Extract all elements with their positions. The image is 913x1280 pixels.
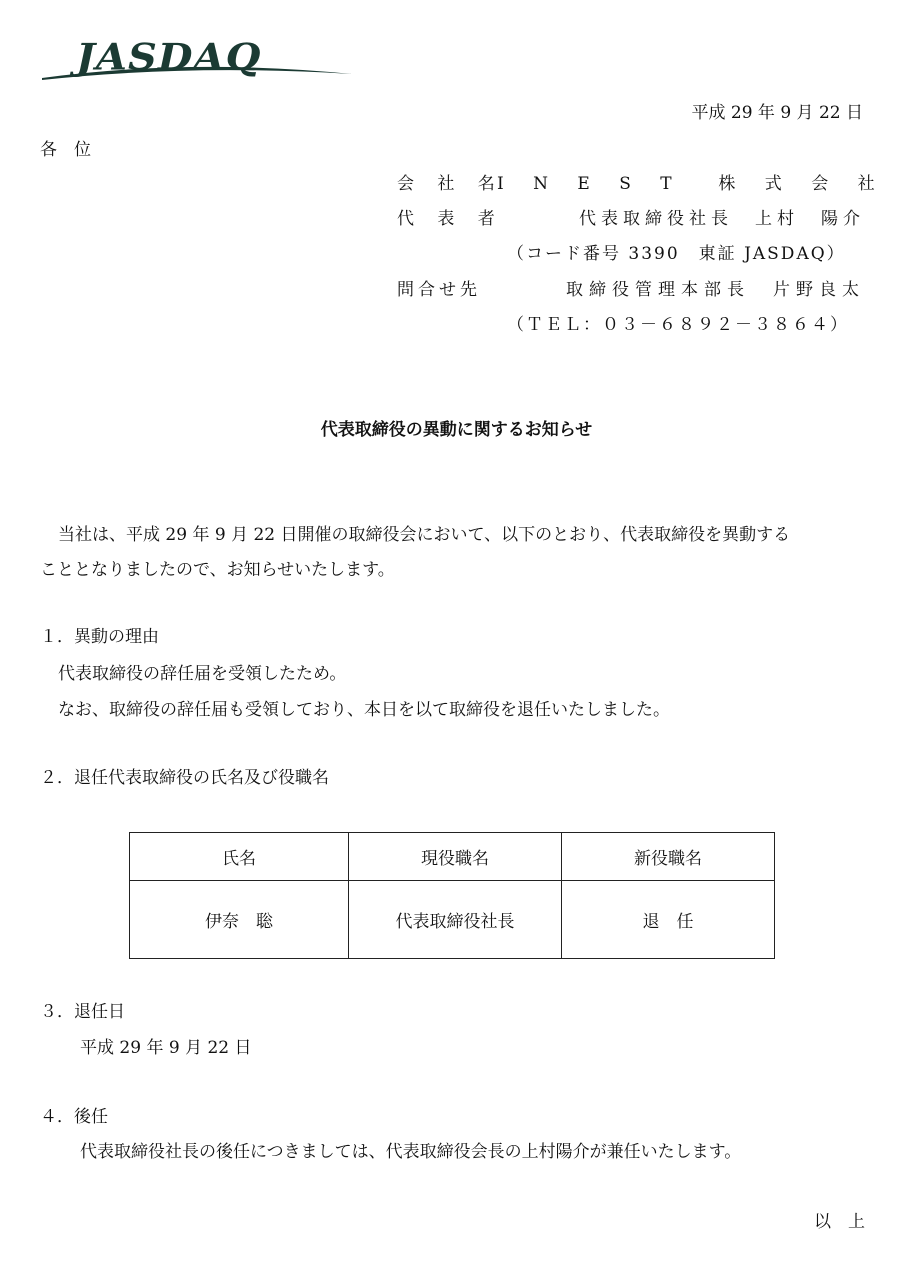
- table-header: 新役職名: [562, 833, 775, 881]
- section-3-heading: ３．退任日: [40, 1002, 125, 1022]
- contact-tel: （ＴＥＬ：０３－６８９２－３８６４）: [507, 315, 849, 335]
- representative-label: 代 表 者: [397, 209, 504, 229]
- company-name-row: [397, 174, 887, 194]
- representative-value: 代表取締役社長 上村 陽介: [579, 209, 865, 229]
- section-4-line: 代表取締役社長の後任につきましては、代表取締役会長の上村陽介が兼任いたします。: [80, 1142, 742, 1162]
- contact-value: 取締役管理本部長 片野良太: [566, 280, 865, 300]
- table-cell: 伊奈 聡: [130, 881, 349, 959]
- section-4-heading: ４．後任: [40, 1107, 108, 1127]
- table-header-row: [130, 833, 775, 881]
- company-name-label: 会 社 名: [397, 174, 504, 194]
- table-row: [130, 881, 775, 959]
- representative-row: [397, 211, 865, 228]
- table-header: 氏名: [130, 833, 349, 881]
- stock-code: （コード番号 3390 東証 JASDAQ）: [507, 244, 846, 264]
- intro-line-1: 当社は、平成 29 年 9 月 22 日開催の取締役会において、以下のとおり、代表取締役を異動する: [58, 525, 791, 545]
- section-3-line: 平成 29 年 9 月 22 日: [80, 1038, 252, 1058]
- section-1-line: なお、取締役の辞任届も受領しており、本日を以て取締役を退任いたしました。: [58, 700, 670, 720]
- table-header: 現役職名: [349, 833, 562, 881]
- contact-row: [397, 282, 865, 299]
- document-title: 代表取締役の異動に関するお知らせ: [320, 420, 593, 440]
- retiring-director-table: [129, 832, 775, 959]
- addressee: 各 位: [40, 140, 91, 160]
- contact-label: 問合せ先: [397, 280, 481, 300]
- jasdaq-logo: [40, 38, 360, 86]
- intro-line-2: こととなりましたので、お知らせいたします。: [40, 560, 395, 580]
- company-name-value: I N E S T 株 式 会 社: [497, 174, 887, 194]
- table-cell: 退 任: [562, 881, 775, 959]
- closing: 以 上: [814, 1212, 865, 1232]
- logo-text: JASDAQ: [76, 36, 262, 79]
- section-2-heading: ２．退任代表取締役の氏名及び役職名: [40, 768, 329, 788]
- document-date: 平成 29 年 9 月 22 日: [691, 103, 863, 123]
- section-1-line: 代表取締役の辞任届を受領したため。: [58, 664, 347, 684]
- table-cell: 代表取締役社長: [349, 881, 562, 959]
- section-1-heading: １．異動の理由: [40, 627, 159, 647]
